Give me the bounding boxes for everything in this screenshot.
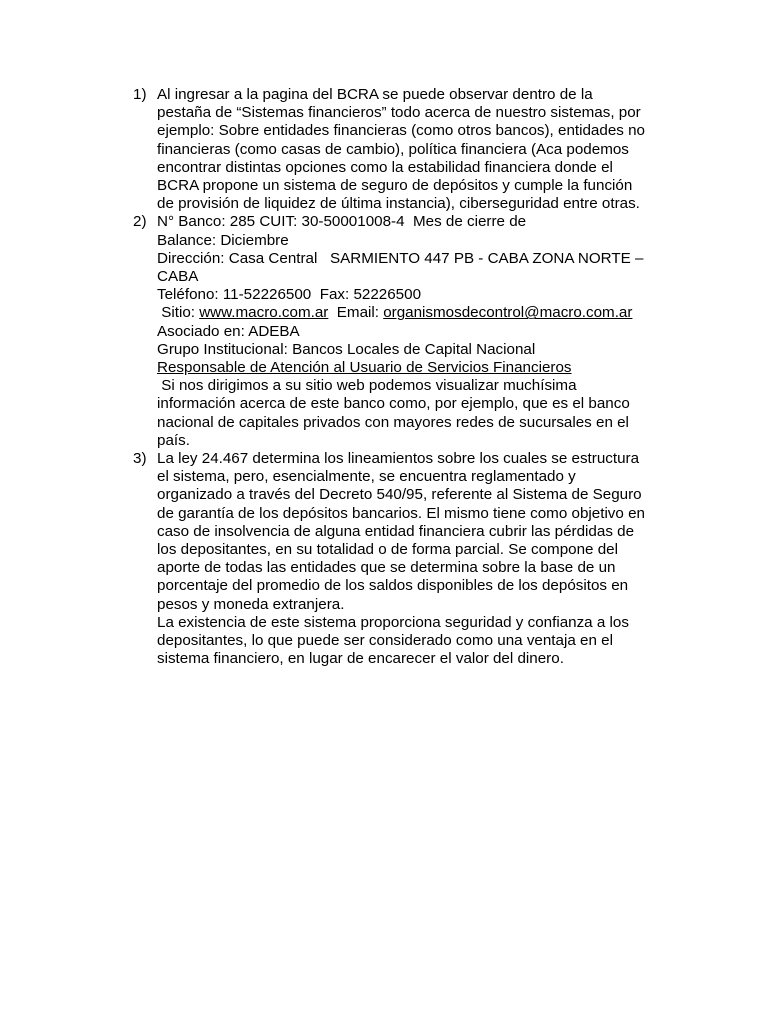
phone-line: Teléfono: 11-52226500 Fax: 52226500 bbox=[157, 286, 422, 304]
text-line: La ley 24.467 determina los lineamientos sobre los cuales se estructura bbox=[157, 450, 640, 468]
text-line: pesos y moneda extranjera. bbox=[157, 595, 345, 613]
text-line: encontrar distintas opciones como la estabilidad financiera donde el bbox=[157, 158, 613, 176]
responsible-link[interactable]: Responsable de Atención al Usuario de Servicios Financieros bbox=[157, 359, 572, 377]
list-item-1 bbox=[133, 86, 668, 213]
text-line: Si nos dirigimos a su sitio web podemos visualizar muchísima bbox=[157, 377, 577, 395]
address-line: Dirección: Casa Central SARMIENTO 447 PB - CABA ZONA NORTE – bbox=[157, 249, 644, 267]
text-line: caso de insolvencia de alguna entidad financiera cubrir las pérdidas de bbox=[157, 522, 635, 540]
list-number: 2) bbox=[133, 213, 147, 231]
text-line: La existencia de este sistema proporciona seguridad y confianza a los bbox=[157, 613, 629, 631]
text-line: nacional de capitales privados con mayores redes de sucursales en el bbox=[157, 413, 629, 431]
address-line-continued: CABA bbox=[157, 268, 199, 286]
text-line: sistema financiero, en lugar de encarecer el valor del dinero. bbox=[157, 650, 564, 668]
text-line: información acerca de este banco como, por ejemplo, que es el banco bbox=[157, 395, 630, 413]
document-page bbox=[133, 86, 668, 669]
associated-line: Asociado en: ADEBA bbox=[157, 322, 300, 340]
text-line: ejemplo: Sobre entidades financieras (como otros bancos), entidades no bbox=[157, 122, 645, 140]
text-line: el sistema, pero, esencialmente, se encuentra reglamentado y bbox=[157, 468, 576, 486]
contact-line bbox=[157, 304, 668, 322]
list-item-3 bbox=[133, 450, 668, 668]
text-line: aporte de todas las entidades que se determina sobre la base de un bbox=[157, 559, 616, 577]
text-line: pestaña de “Sistemas financieros” todo acerca de nuestro sistemas, por bbox=[157, 104, 641, 122]
text-line: BCRA propone un sistema de seguro de depósitos y cumple la función bbox=[157, 177, 633, 195]
text-line: Al ingresar a la pagina del BCRA se puede observar dentro de la bbox=[157, 86, 593, 103]
site-label: Sitio: bbox=[157, 304, 200, 322]
text-line: país. bbox=[157, 431, 190, 449]
list-item-body bbox=[157, 213, 668, 450]
bank-number-line: N° Banco: 285 CUIT: 30-50001008-4 Mes de cierre de bbox=[157, 213, 527, 231]
text-line: depositantes, lo que puede ser considerado como una ventaja en el bbox=[157, 632, 613, 650]
text-line: de provisión de liquidez de última instancia), ciberseguridad entre otras. bbox=[157, 195, 640, 213]
list-item-body bbox=[157, 450, 668, 668]
text-line: porcentaje del promedio de los saldos disponibles de los depósitos en bbox=[157, 577, 629, 595]
list-item-body bbox=[157, 86, 668, 213]
site-link[interactable]: www.macro.com.ar bbox=[199, 304, 329, 322]
text-line: de garantía de los depósitos bancarios. El mismo tiene como objetivo en bbox=[157, 504, 645, 522]
balance-line: Balance: Diciembre bbox=[157, 231, 289, 249]
list-item-2 bbox=[133, 213, 668, 450]
email-label: Email: bbox=[328, 304, 384, 322]
text-line: los depositantes, en su totalidad o de forma parcial. Se compone del bbox=[157, 541, 618, 559]
email-link[interactable]: organismosdecontrol@macro.com.ar bbox=[383, 304, 633, 322]
list-number: 1) bbox=[133, 86, 147, 103]
list-number: 3) bbox=[133, 450, 147, 468]
group-line: Grupo Institucional: Bancos Locales de Capital Nacional bbox=[157, 340, 536, 358]
text-line: financieras (como casas de cambio), política financiera (Aca podemos bbox=[157, 140, 629, 158]
text-line: organizado a través del Decreto 540/95, referente al Sistema de Seguro bbox=[157, 486, 642, 504]
